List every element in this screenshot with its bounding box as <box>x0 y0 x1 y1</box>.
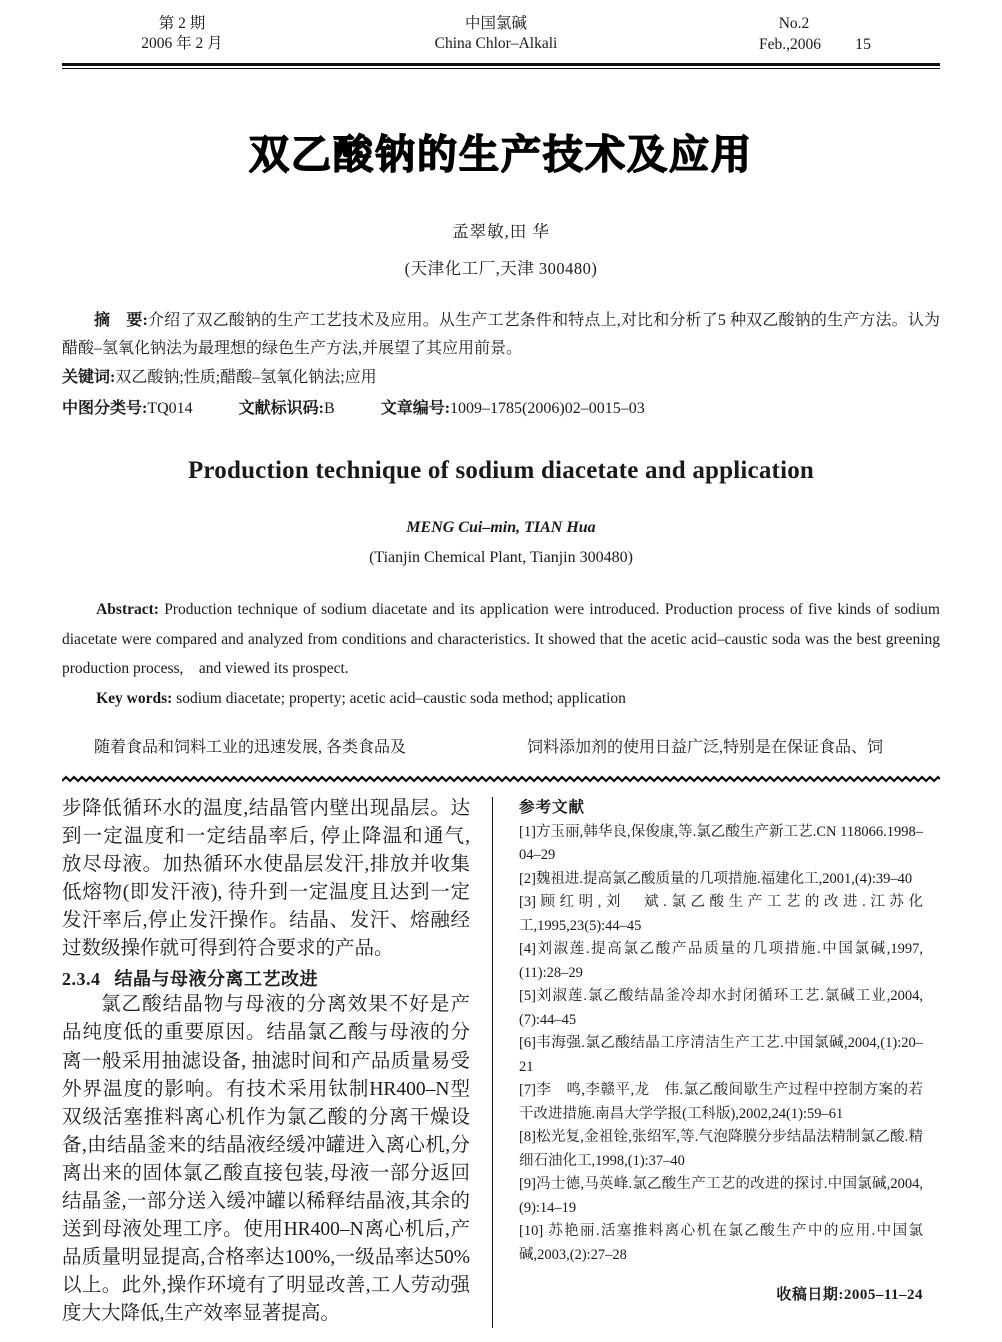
journal-name-cn: 中国氯碱 <box>464 15 527 32</box>
doccode-field <box>239 395 335 423</box>
abstract-cn-block <box>62 307 940 424</box>
keywords-cn-text: 双乙酸钠;性质;醋酸–氢氧化钠法;应用 <box>115 368 377 386</box>
clc-value: TQ014 <box>147 400 193 418</box>
journal-name-en: China Chlor–Alkali <box>434 35 558 53</box>
reference-item: [4]刘淑莲.提高氯乙酸产品质量的几项措施.中国氯碱,1997,(11):28–29 <box>519 941 923 981</box>
column-left <box>62 795 492 1328</box>
reference-item: [2]魏祖进.提高氯乙酸质量的几项措施.福建化工,2001,(4):39–40 <box>519 870 913 887</box>
reference-item: [8]松光复,金祖铨,张绍军,等.气泡降膜分步结晶法精制氯乙酸.精细石油化工,1998,(1):37–40 <box>519 1129 923 1169</box>
header-rule-thin <box>62 68 940 69</box>
authors-en: MENG Cui–min, TIAN Hua <box>406 518 596 536</box>
reference-item: [6]韦海强.氯乙酸结晶工序清洁生产工艺.中国氯碱,2004,(1):20–21 <box>519 1035 923 1075</box>
intro-teaser <box>62 736 940 760</box>
section-number: 2.3.4 <box>62 969 101 990</box>
intro-teaser-left: 随着食品和饲料工业的迅速发展, 各类食品及 <box>94 738 407 756</box>
article-id-field <box>381 395 645 423</box>
page-number: 15 <box>855 36 871 54</box>
affiliation-cn: (天津化工厂,天津 300480) <box>404 259 598 278</box>
running-head <box>62 0 940 60</box>
body-paragraph-1: 步降低循环水的温度,结晶管内壁出现晶层。达到一定温度和一定结晶率后, 停止降温和通气, 放尽母液。加热循环水使晶层发汗,排放并收集低熔物(即发汗液), 待升到一定温度且达到一定发汗率后,停止发汗操作。结晶、发汗、熔融经过数级操作就可得到符合要求的产品。 <box>62 797 470 960</box>
reference-item: [9]冯士德,马英峰.氯乙酸生产工艺的改进的探讨.中国氯碱,2004,(9):14–19 <box>519 1176 923 1216</box>
column-right <box>493 795 923 1328</box>
abstract-cn-text: 介绍了双乙酸钠的生产工艺技术及应用。从生产工艺条件和特点上,对比和分析了5 种双乙酸钠的生产方法。认为醋酸–氢氧化钠法为最理想的绿色生产方法,并展望了其应用前景。 <box>62 312 940 358</box>
doccode-label: 文献标识码: <box>238 400 325 418</box>
received-date: 收稿日期:2005–11–24 <box>776 1287 923 1304</box>
abstract-cn-paragraph <box>62 307 940 364</box>
abstract-en-paragraph <box>62 595 940 684</box>
abstract-en-text: Production technique of sodium diacetate and its application were introduced. Production process of five kinds of sodium diacetate were compared and analyzed from conditions and characteristics. It showed that the acetic acid–caustic soda was the best greening production process, and viewed its prospect. <box>62 600 940 678</box>
issue-date-cn: 2006 年 2 月 <box>141 35 223 53</box>
wavy-divider <box>62 774 940 785</box>
article-id-value: 1009–1785(2006)02–0015–03 <box>450 400 645 418</box>
intro-teaser-right: 饲料添加剂的使用日益广泛,特别是在保证食品、饲 <box>527 738 884 756</box>
reference-item: [10] 苏艳丽.活塞推料离心机在氯乙酸生产中的应用.中国氯碱,2003,(2):27–28 <box>519 1223 923 1263</box>
authors-cn: 孟翠敏,田 华 <box>452 222 550 241</box>
issue-number-en: No.2 <box>778 15 810 32</box>
reference-item: [1]方玉丽,韩华良,保俊康,等.氯乙酸生产新工艺.CN 118066.1998–04–29 <box>519 823 923 864</box>
issue-number-cn: 第 2 期 <box>158 15 206 32</box>
abstract-cn-label: 摘 要: <box>94 312 148 329</box>
keywords-cn-paragraph <box>62 364 940 392</box>
page-title-en: Production technique of sodium diacetate and application <box>187 456 815 484</box>
keywords-cn-label: 关键词: <box>62 368 116 386</box>
doccode-value: B <box>324 400 335 418</box>
page-title: 双乙酸钠的生产技术及应用 <box>249 132 753 178</box>
keywords-en-label: Key words: <box>96 690 173 708</box>
keywords-en-text: sodium diacetate; property; acetic acid–caustic soda method; application <box>172 690 626 708</box>
classification-row <box>62 395 940 423</box>
reference-item: [7]李 鸣,李赣平,龙 伟.氯乙酸间歇生产过程中控制方案的若干改进措施.南昌大学学报(工科版),2002,24(1):59–61 <box>519 1082 923 1122</box>
abstract-en-label: Abstract: <box>96 600 159 618</box>
running-head-left <box>62 14 302 55</box>
clc-label: 中图分类号: <box>62 400 148 418</box>
main-columns <box>62 795 940 1328</box>
abstract-en-block <box>62 595 940 714</box>
clc-field <box>62 395 193 423</box>
issue-date-en: Feb.,2006 <box>759 36 821 54</box>
body-paragraph-2: 氯乙酸结晶物与母液的分离效果不好是产品纯度低的重要原因。结晶氯乙酸与母液的分离一般采用抽滤设备, 抽滤时间和产品质量易受外界温度的影响。有技术采用钛制HR400–N型双级活塞推料离心机作为氯乙酸的分离干燥设备,由结晶釜来的结晶液经缓冲罐进入离心机,分离出来的固体氯乙酸直接包装,母液一部分返回结晶釜,一部分送入缓冲罐以稀释结晶液,其余的送到母液处理工序。使用HR400–N离心机后,产品质量明显提高,合格率达100%,一级品率达50%以上。此外,操作环境有了明显改善,工人劳动强度大大降低,生产效率显著提高。 <box>62 994 470 1325</box>
article-id-label: 文章编号: <box>380 400 451 418</box>
header-rule-thick <box>62 63 940 66</box>
section-heading <box>62 965 470 991</box>
section-title: 结晶与母液分离工艺改进 <box>114 969 318 990</box>
references-heading: 参考文献 <box>519 798 586 816</box>
running-head-right <box>690 14 940 56</box>
reference-item: [3]顾红明,刘 斌.氯乙酸生产工艺的改进.江苏化工,1995,23(5):44–45 <box>519 894 923 934</box>
keywords-en-paragraph <box>62 684 940 714</box>
reference-item: [5]刘淑莲.氯乙酸结晶釜冷却水封闭循环工艺.氯碱工业,2004,(7):44–45 <box>519 988 923 1028</box>
affiliation-en: (Tianjin Chemical Plant, Tianjin 300480) <box>369 548 633 566</box>
running-head-center <box>346 14 646 55</box>
